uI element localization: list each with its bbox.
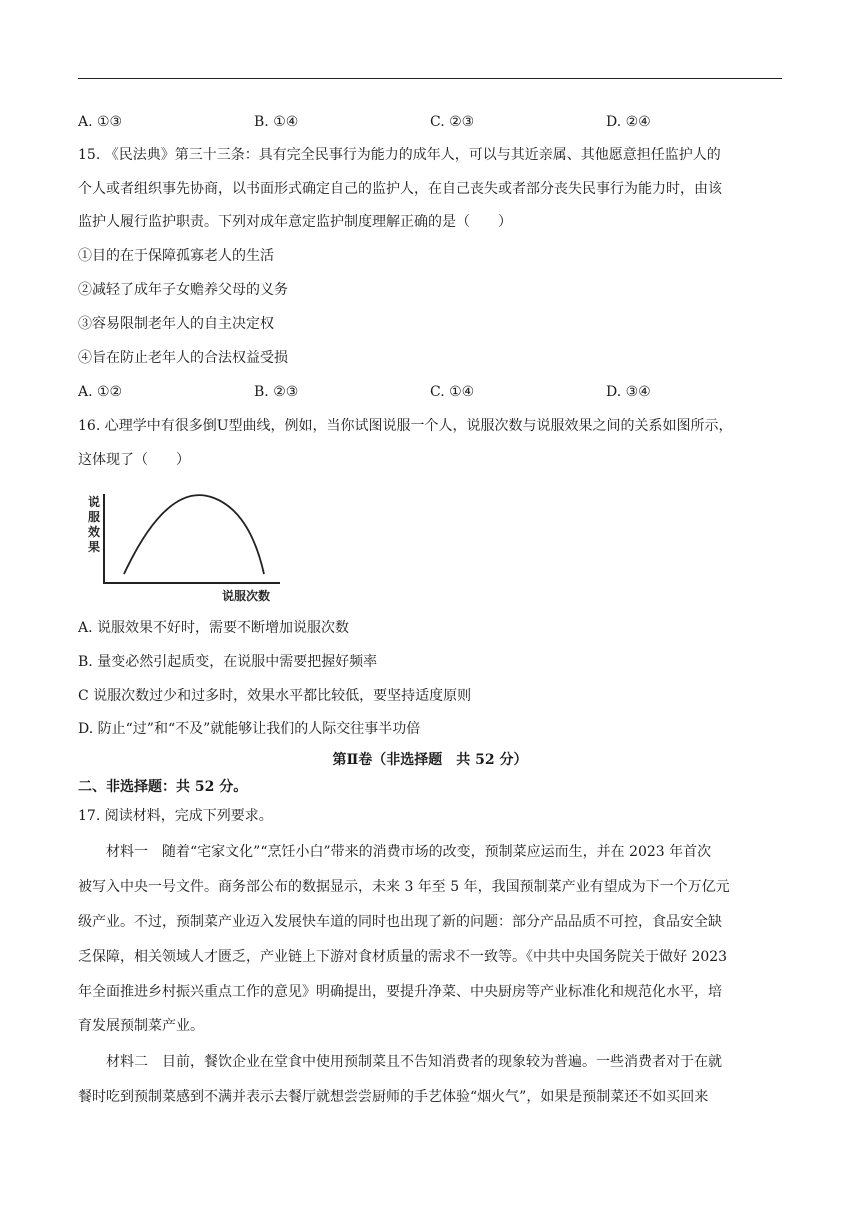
q15-item-4: ④旨在防止老年人的合法权益受损	[78, 350, 288, 366]
material1-line: 育发展预制菜产业。	[78, 1018, 204, 1034]
material1-line: 材料一 随着“宅家文化”“烹饪小白”带来的消费市场的改变，预制菜应运而生，并在 2023 年首次	[106, 844, 712, 860]
y-label-char: 说	[88, 495, 101, 509]
q16-stem-line: 16. 心理学中有很多倒U型曲线，例如，当你试图说服一个人，说服次数与说服效果之间的关系如图所示，	[78, 418, 733, 434]
y-label-char: 果	[88, 540, 101, 554]
q16-option-a: A. 说服效果不好时，需要不断增加说服次数	[78, 620, 350, 636]
material2-line: 材料二 目前，餐饮企业在堂食中使用预制菜且不告知消费者的现象较为普遍。一些消费者对于在就	[106, 1054, 722, 1070]
header-rule	[78, 78, 782, 79]
q15-stem-line: 监护人履行监护职责。下列对成年意定监护制度理解正确的是（ ）	[78, 214, 512, 230]
q14-option-c: C. ②③	[430, 114, 475, 130]
q15-option-c: C. ①④	[430, 384, 475, 400]
q15-option-b: B. ②③	[254, 384, 299, 400]
material1-line: 乏保障，相关领域人才匮乏，产业链上下游对食材质量的需求不一致等。《中共中央国务院关于做好 2023	[78, 949, 728, 965]
q16-stem-line: 这体现了（ ）	[78, 452, 190, 468]
section-title: 第Ⅱ卷（非选择题 共 52 分）	[332, 752, 528, 768]
material1-line: 级产业。不过，预制菜产业迈入发展快车道的同时也出现了新的问题：部分产品品质不可控，食品安全缺	[78, 914, 722, 930]
y-label-char: 效	[88, 525, 101, 539]
q14-option-d: D. ②④	[606, 114, 651, 130]
x-label: 说服次数	[222, 589, 271, 603]
material1-line: 被写入中央一号文件。商务部公布的数据显示，未来 3 年至 5 年，我国预制菜产业有望成为下一个万亿元	[78, 879, 730, 895]
q16-option-b: B. 量变必然引起质变，在说服中需要把握好频率	[78, 654, 378, 670]
inverted-u-figure	[86, 490, 286, 606]
q14-option-a: A. ①③	[78, 114, 123, 130]
q15-stem-line: 15. 《民法典》第三十三条：具有完全民事行为能力的成年人，可以与其近亲属、其他愿意担任监护人的	[78, 147, 721, 163]
q15-item-3: ③容易限制老年人的自主决定权	[78, 316, 274, 332]
q15-option-d: D. ③④	[606, 384, 651, 400]
material1-line: 年全面推进乡村振兴重点工作的意见》明确提出，要提升净菜、中央厨房等产业标准化和规范化水平，培	[78, 984, 722, 1000]
q15-item-1: ①目的在于保障孤寡老人的生活	[78, 248, 274, 264]
q14-option-b: B. ①④	[254, 114, 299, 130]
section-heading: 二、非选择题：共 52 分。	[78, 779, 248, 795]
material2-line: 餐时吃到预制菜感到不满并表示去餐厅就想尝尝厨师的手艺体验“烟火气”，如果是预制菜还不如买回来	[78, 1089, 709, 1105]
inverted-u-curve	[124, 495, 264, 574]
q16-option-c: C 说服次数过少和过多时，效果水平都比较低，要坚持适度原则	[78, 688, 472, 704]
q15-stem-line: 个人或者组织事先协商，以书面形式确定自己的监护人，在自己丧失或者部分丧失民事行为能力时，由该	[78, 181, 722, 197]
q15-item-2: ②减轻了成年子女赡养父母的义务	[78, 282, 288, 298]
q16-option-d: D. 防止“过”和“不及”就能够让我们的人际交往事半功倍	[78, 721, 421, 737]
y-label-char: 服	[88, 510, 101, 524]
q17-stem: 17. 阅读材料，完成下列要求。	[78, 808, 273, 824]
q15-option-a: A. ①②	[78, 384, 123, 400]
